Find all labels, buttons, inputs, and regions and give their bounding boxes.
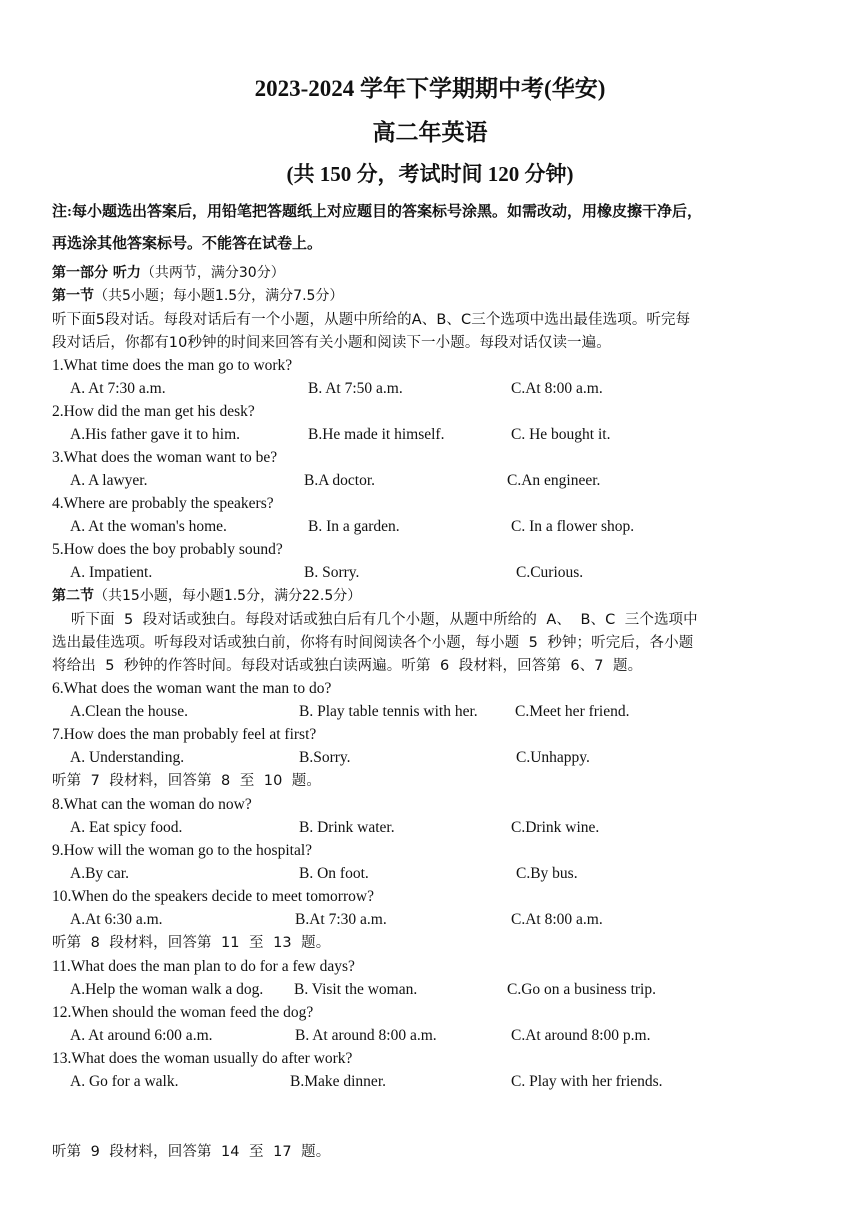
q9-option-a: A.By car. [70,865,129,882]
question-5: 5.How does the boy probably sound? [52,541,283,558]
exam-info: (共 150 分，考试时间 120 分钟) [286,162,574,186]
q13-option-c: C. Play with her friends. [511,1073,663,1090]
material-7-note: 听第 7 段材料，回答第 8 至 10 题。 [52,773,322,789]
section1-instruction-1: 听下面5段对话。每段对话后有一个小题，从题中所给的A、B、C三个选项中选出最佳选项。听完每 [52,312,691,328]
question-11: 11.What does the man plan to do for a few days? [52,958,355,975]
section1-heading-bold: 第一节 [52,288,94,304]
material-8-note: 听第 8 段材料，回答第 11 至 13 题。 [52,935,331,951]
q6-option-a: A.Clean the house. [70,703,188,720]
part1-heading-bold: 第一部分 听力 [52,265,141,281]
q10-option-a: A.At 6:30 a.m. [70,911,163,928]
q12-option-a: A. At around 6:00 a.m. [70,1027,213,1044]
q8-option-c: C.Drink wine. [511,819,600,836]
q5-option-a: A. Impatient. [70,564,153,581]
question-2: 2.How did the man get his desk? [52,403,255,420]
q3-option-a: A. A lawyer. [70,472,148,489]
q4-option-a: A. At the woman's home. [70,518,227,535]
q9-option-b: B. On foot. [299,865,369,882]
part1-heading-rest: （共两节，满分30分） [140,265,285,281]
part1-heading [52,263,285,283]
q3-option-c: C.An engineer. [507,472,601,489]
q7-option-b: B.Sorry. [299,749,351,766]
q4-option-b: B. In a garden. [308,518,400,535]
section1-heading-rest: （共5小题；每小题1.5分，满分7.5分） [94,288,344,304]
q10-option-b: B.At 7:30 a.m. [295,911,387,928]
q6-option-c: C.Meet her friend. [515,703,630,720]
q2-option-a: A.His father gave it to him. [70,426,241,443]
section2-heading-rest: （共15小题，每小题1.5分，满分22.5分） [94,588,362,604]
q12-option-b: B. At around 8:00 a.m. [295,1027,437,1044]
question-8: 8.What can the woman do now? [52,796,252,813]
q1-option-b: B. At 7:50 a.m. [308,380,403,397]
q5-option-b: B. Sorry. [304,564,360,581]
q5-option-c: C.Curious. [516,564,584,581]
section2-instruction-2: 选出最佳选项。听每段对话或独白前，你将有时间阅读各个小题，每小题 5 秒钟；听完后，各小题 [52,635,694,651]
q1-option-a: A. At 7:30 a.m. [70,380,166,397]
question-7: 7.How does the man probably feel at first? [52,726,317,743]
section2-heading [52,586,361,606]
question-4: 4.Where are probably the speakers? [52,495,274,512]
question-1: 1.What time does the man go to work? [52,357,293,374]
q2-option-b: B.He made it himself. [308,426,445,443]
question-3: 3.What does the woman want to be? [52,449,278,466]
q7-option-c: C.Unhappy. [516,749,590,766]
q4-option-c: C. In a flower shop. [511,518,635,535]
section1-heading [52,286,343,306]
question-9: 9.How will the woman go to the hospital? [52,842,313,859]
section2-heading-bold: 第二节 [52,588,94,604]
q8-option-b: B. Drink water. [299,819,395,836]
q7-option-a: A. Understanding. [70,749,185,766]
question-13: 13.What does the woman usually do after work? [52,1050,353,1067]
q10-option-c: C.At 8:00 a.m. [511,911,603,928]
note-line-2: 再选涂其他答案标号。不能答在试卷上。 [52,236,323,252]
q11-option-a: A.Help the woman walk a dog. [70,981,264,998]
material-9-note: 听第 9 段材料，回答第 14 至 17 题。 [52,1144,331,1160]
exam-title: 2023-2024 学年下学期期中考(华安) [254,76,606,101]
q13-option-a: A. Go for a walk. [70,1073,179,1090]
q1-option-c: C.At 8:00 a.m. [511,380,603,397]
q11-option-b: B. Visit the woman. [294,981,418,998]
note-line-1: 注:每小题选出答案后，用铅笔把答题纸上对应题目的答案标号涂黑。如需改动，用橡皮擦干净后， [52,204,702,220]
question-12: 12.When should the woman feed the dog? [52,1004,314,1021]
exam-subject: 高二年英语 [372,120,488,145]
q3-option-b: B.A doctor. [304,472,376,489]
q9-option-c: C.By bus. [516,865,578,882]
section1-instruction-2: 段对话后，你都有10秒钟的时间来回答有关小题和阅读下一小题。每段对话仅读一遍。 [52,335,611,351]
section2-instruction-3: 将给出 5 秒钟的作答时间。每段对话或独白读两遍。听第 6 段材料，回答第 6、7 题。 [52,658,643,674]
section2-instruction-1: 听下面 5 段对话或独白。每段对话或独白后有几个小题，从题中所给的 A、 B、C 三个选项中 [52,612,698,628]
q6-option-b: B. Play table tennis with her. [299,703,478,720]
question-10: 10.When do the speakers decide to meet tomorrow? [52,888,374,905]
q8-option-a: A. Eat spicy food. [70,819,183,836]
q2-option-c: C. He bought it. [511,426,611,443]
question-6: 6.What does the woman want the man to do? [52,680,332,697]
q13-option-b: B.Make dinner. [290,1073,386,1090]
q11-option-c: C.Go on a business trip. [507,981,656,998]
q12-option-c: C.At around 8:00 p.m. [511,1027,651,1044]
